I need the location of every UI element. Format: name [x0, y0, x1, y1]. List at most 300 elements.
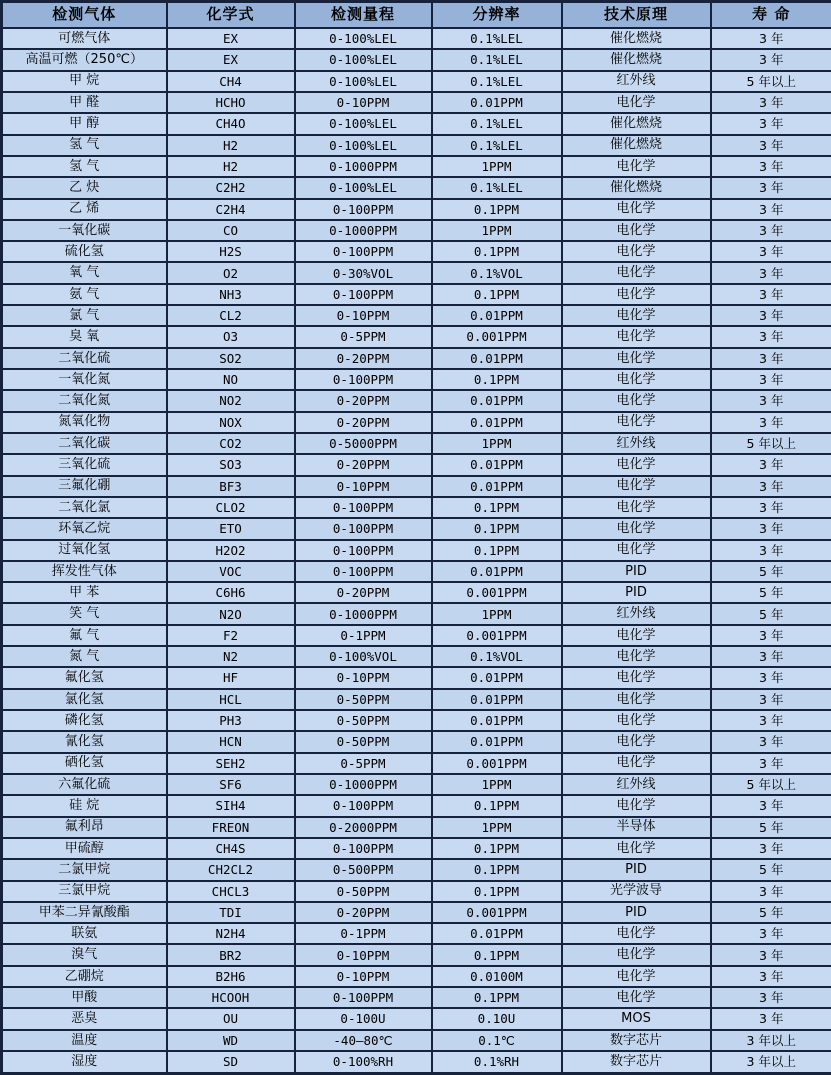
cell-resolution: 0.1PPM — [432, 987, 562, 1008]
cell-range: 0-100%LEL — [295, 71, 432, 92]
cell-gas: 氯 气 — [2, 305, 167, 326]
table-row — [2, 625, 831, 646]
table-row — [2, 966, 831, 987]
cell-range: 0-20PPM — [295, 454, 432, 475]
cell-resolution: 0.01PPM — [432, 667, 562, 688]
cell-lifespan: 3 年 — [711, 753, 831, 774]
cell-resolution: 0.01PPM — [432, 710, 562, 731]
cell-gas: 环氧乙烷 — [2, 518, 167, 539]
column-header-principle: 技术原理 — [562, 2, 711, 29]
cell-formula: SF6 — [167, 774, 295, 795]
cell-principle: 电化学 — [562, 987, 711, 1008]
cell-lifespan: 3 年 — [711, 28, 831, 49]
cell-lifespan: 3 年 — [711, 625, 831, 646]
cell-resolution: 0.1%LEL — [432, 71, 562, 92]
cell-range: 0-50PPM — [295, 710, 432, 731]
cell-principle: PID — [562, 561, 711, 582]
cell-lifespan: 3 年 — [711, 177, 831, 198]
cell-lifespan: 3 年 — [711, 944, 831, 965]
cell-principle: 电化学 — [562, 241, 711, 262]
cell-resolution: 1PPM — [432, 433, 562, 454]
cell-formula: CO — [167, 220, 295, 241]
cell-gas: 氟利昂 — [2, 817, 167, 838]
cell-formula: SO2 — [167, 348, 295, 369]
cell-formula: CH4O — [167, 113, 295, 134]
cell-gas: 可燃气体 — [2, 28, 167, 49]
cell-lifespan: 3 年 — [711, 92, 831, 113]
cell-lifespan: 5 年 — [711, 902, 831, 923]
table-row — [2, 1030, 831, 1051]
cell-principle: 电化学 — [562, 199, 711, 220]
cell-gas: 联氨 — [2, 923, 167, 944]
cell-resolution: 0.01PPM — [432, 923, 562, 944]
cell-range: 0-100%LEL — [295, 177, 432, 198]
cell-resolution: 0.001PPM — [432, 753, 562, 774]
table-row — [2, 71, 831, 92]
cell-lifespan: 3 年以上 — [711, 1051, 831, 1074]
cell-resolution: 0.1PPM — [432, 859, 562, 880]
cell-gas: 氢 气 — [2, 135, 167, 156]
cell-resolution: 0.10U — [432, 1008, 562, 1029]
cell-gas: 溴气 — [2, 944, 167, 965]
cell-range: 0-20PPM — [295, 412, 432, 433]
cell-lifespan: 3 年 — [711, 518, 831, 539]
table-row — [2, 92, 831, 113]
table-row — [2, 795, 831, 816]
cell-principle: 电化学 — [562, 454, 711, 475]
cell-principle: 数字芯片 — [562, 1030, 711, 1051]
cell-range: 0-500PPM — [295, 859, 432, 880]
cell-range: 0-100PPM — [295, 540, 432, 561]
cell-lifespan: 3 年 — [711, 795, 831, 816]
cell-lifespan: 5 年 — [711, 561, 831, 582]
cell-gas: 一氧化碳 — [2, 220, 167, 241]
cell-principle: PID — [562, 902, 711, 923]
cell-lifespan: 5 年 — [711, 603, 831, 624]
cell-lifespan: 3 年 — [711, 390, 831, 411]
cell-gas: 二氧化碳 — [2, 433, 167, 454]
column-header-resolution: 分辨率 — [432, 2, 562, 29]
cell-resolution: 1PPM — [432, 774, 562, 795]
cell-gas: 甲苯二异氰酸酯 — [2, 902, 167, 923]
cell-formula: H2O2 — [167, 540, 295, 561]
cell-resolution: 0.01PPM — [432, 476, 562, 497]
cell-lifespan: 5 年 — [711, 859, 831, 880]
cell-principle: 电化学 — [562, 348, 711, 369]
table-row — [2, 710, 831, 731]
cell-gas: 氟化氢 — [2, 667, 167, 688]
cell-gas: 二氧化氮 — [2, 390, 167, 411]
table-row — [2, 753, 831, 774]
table-row — [2, 326, 831, 347]
cell-formula: N2 — [167, 646, 295, 667]
cell-principle: 电化学 — [562, 923, 711, 944]
cell-range: 0-10PPM — [295, 305, 432, 326]
cell-resolution: 0.01PPM — [432, 731, 562, 752]
cell-principle: 催化燃烧 — [562, 177, 711, 198]
cell-gas: 过氧化氢 — [2, 540, 167, 561]
cell-formula: N2H4 — [167, 923, 295, 944]
cell-principle: 电化学 — [562, 625, 711, 646]
table-row — [2, 476, 831, 497]
cell-gas: 臭 氧 — [2, 326, 167, 347]
cell-lifespan: 3 年 — [711, 49, 831, 70]
cell-lifespan: 5 年 — [711, 582, 831, 603]
cell-formula: H2 — [167, 156, 295, 177]
table-row — [2, 113, 831, 134]
cell-principle: 催化燃烧 — [562, 135, 711, 156]
cell-principle: 电化学 — [562, 156, 711, 177]
table-row — [2, 1008, 831, 1029]
table-row — [2, 135, 831, 156]
table-row — [2, 838, 831, 859]
cell-gas: 二氧化硫 — [2, 348, 167, 369]
cell-formula: NO — [167, 369, 295, 390]
cell-principle: 电化学 — [562, 944, 711, 965]
cell-formula: CLO2 — [167, 497, 295, 518]
table-row — [2, 881, 831, 902]
cell-range: 0-10PPM — [295, 966, 432, 987]
cell-gas: 甲硫醇 — [2, 838, 167, 859]
cell-principle: 催化燃烧 — [562, 28, 711, 49]
table-row — [2, 28, 831, 49]
table-row — [2, 518, 831, 539]
cell-principle: 电化学 — [562, 284, 711, 305]
cell-range: 0-2000PPM — [295, 817, 432, 838]
cell-range: 0-5PPM — [295, 326, 432, 347]
cell-lifespan: 3 年 — [711, 412, 831, 433]
cell-resolution: 1PPM — [432, 220, 562, 241]
cell-principle: 催化燃烧 — [562, 49, 711, 70]
table-row — [2, 667, 831, 688]
cell-resolution: 0.01PPM — [432, 305, 562, 326]
cell-principle: 电化学 — [562, 220, 711, 241]
cell-range: 0-10PPM — [295, 92, 432, 113]
cell-principle: 电化学 — [562, 390, 711, 411]
cell-resolution: 0.1PPM — [432, 199, 562, 220]
cell-range: 0-100%LEL — [295, 135, 432, 156]
cell-resolution: 0.001PPM — [432, 326, 562, 347]
cell-lifespan: 3 年 — [711, 966, 831, 987]
cell-range: 0-1000PPM — [295, 603, 432, 624]
cell-gas: 二氯甲烷 — [2, 859, 167, 880]
cell-principle: 电化学 — [562, 540, 711, 561]
cell-formula: FREON — [167, 817, 295, 838]
cell-gas: 甲 烷 — [2, 71, 167, 92]
cell-principle: 电化学 — [562, 731, 711, 752]
cell-formula: C6H6 — [167, 582, 295, 603]
cell-principle: 电化学 — [562, 838, 711, 859]
cell-lifespan: 3 年 — [711, 305, 831, 326]
cell-principle: 电化学 — [562, 92, 711, 113]
cell-range: 0-100%LEL — [295, 113, 432, 134]
cell-range: 0-100PPM — [295, 987, 432, 1008]
table-row — [2, 923, 831, 944]
cell-gas: 氟 气 — [2, 625, 167, 646]
table-row — [2, 902, 831, 923]
table-row — [2, 731, 831, 752]
cell-resolution: 0.1PPM — [432, 284, 562, 305]
cell-range: 0-20PPM — [295, 348, 432, 369]
cell-resolution: 0.0100M — [432, 966, 562, 987]
cell-formula: SEH2 — [167, 753, 295, 774]
cell-resolution: 0.1PPM — [432, 518, 562, 539]
cell-lifespan: 3 年 — [711, 199, 831, 220]
cell-formula: O2 — [167, 262, 295, 283]
cell-resolution: 0.1PPM — [432, 795, 562, 816]
cell-range: 0-10PPM — [295, 667, 432, 688]
cell-range: 0-100PPM — [295, 284, 432, 305]
cell-resolution: 0.1PPM — [432, 241, 562, 262]
cell-formula: EX — [167, 28, 295, 49]
cell-resolution: 0.01PPM — [432, 92, 562, 113]
column-header-lifespan: 寿 命 — [711, 2, 831, 29]
cell-gas: 氰化氢 — [2, 731, 167, 752]
cell-lifespan: 3 年 — [711, 646, 831, 667]
cell-gas: 二氧化氯 — [2, 497, 167, 518]
cell-range: 0-1PPM — [295, 923, 432, 944]
cell-formula: WD — [167, 1030, 295, 1051]
cell-lifespan: 3 年 — [711, 731, 831, 752]
table-row — [2, 859, 831, 880]
cell-gas: 氢 气 — [2, 156, 167, 177]
table-row — [2, 454, 831, 475]
cell-resolution: 1PPM — [432, 817, 562, 838]
cell-range: 0-100PPM — [295, 369, 432, 390]
cell-range: 0-100%RH — [295, 1051, 432, 1074]
cell-lifespan: 3 年 — [711, 881, 831, 902]
cell-range: 0-100%VOL — [295, 646, 432, 667]
cell-range: 0-5000PPM — [295, 433, 432, 454]
cell-principle: 电化学 — [562, 476, 711, 497]
cell-range: 0-100PPM — [295, 518, 432, 539]
cell-range: 0-10PPM — [295, 944, 432, 965]
cell-lifespan: 5 年 — [711, 817, 831, 838]
cell-range: 0-50PPM — [295, 731, 432, 752]
cell-formula: CH2CL2 — [167, 859, 295, 880]
cell-formula: PH3 — [167, 710, 295, 731]
cell-gas: 一氧化氮 — [2, 369, 167, 390]
cell-principle: PID — [562, 859, 711, 880]
cell-resolution: 0.1PPM — [432, 838, 562, 859]
cell-principle: 数字芯片 — [562, 1051, 711, 1074]
cell-lifespan: 3 年 — [711, 497, 831, 518]
table-row — [2, 412, 831, 433]
cell-lifespan: 3 年 — [711, 348, 831, 369]
table-header — [2, 2, 831, 29]
cell-lifespan: 3 年 — [711, 667, 831, 688]
cell-principle: 红外线 — [562, 603, 711, 624]
cell-lifespan: 3 年 — [711, 689, 831, 710]
cell-range: 0-20PPM — [295, 902, 432, 923]
cell-range: 0-30%VOL — [295, 262, 432, 283]
cell-principle: PID — [562, 582, 711, 603]
cell-formula: F2 — [167, 625, 295, 646]
cell-gas: 甲 醛 — [2, 92, 167, 113]
cell-range: 0-1000PPM — [295, 156, 432, 177]
cell-gas: 三氧化硫 — [2, 454, 167, 475]
table-row — [2, 561, 831, 582]
table-row — [2, 646, 831, 667]
cell-range: 0-100%LEL — [295, 49, 432, 70]
cell-range: 0-10PPM — [295, 476, 432, 497]
cell-formula: HCN — [167, 731, 295, 752]
cell-gas: 乙 炔 — [2, 177, 167, 198]
cell-resolution: 0.001PPM — [432, 582, 562, 603]
cell-range: 0-100%LEL — [295, 28, 432, 49]
cell-formula: CHCL3 — [167, 881, 295, 902]
cell-range: 0-20PPM — [295, 582, 432, 603]
cell-principle: 电化学 — [562, 497, 711, 518]
header-row — [2, 2, 831, 29]
cell-gas: 笑 气 — [2, 603, 167, 624]
cell-gas: 挥发性气体 — [2, 561, 167, 582]
cell-lifespan: 3 年 — [711, 326, 831, 347]
cell-formula: B2H6 — [167, 966, 295, 987]
cell-range: 0-100PPM — [295, 497, 432, 518]
table-row — [2, 262, 831, 283]
cell-resolution: 0.1%LEL — [432, 113, 562, 134]
cell-principle: 电化学 — [562, 518, 711, 539]
cell-gas: 温度 — [2, 1030, 167, 1051]
cell-range: 0-100PPM — [295, 561, 432, 582]
cell-formula: TDI — [167, 902, 295, 923]
cell-gas: 氮氧化物 — [2, 412, 167, 433]
cell-resolution: 0.1PPM — [432, 497, 562, 518]
cell-lifespan: 3 年 — [711, 241, 831, 262]
cell-formula: HF — [167, 667, 295, 688]
table-row — [2, 369, 831, 390]
table-row — [2, 817, 831, 838]
cell-formula: NH3 — [167, 284, 295, 305]
cell-resolution: 0.1%LEL — [432, 28, 562, 49]
cell-principle: 电化学 — [562, 667, 711, 688]
cell-formula: HCOOH — [167, 987, 295, 1008]
cell-gas: 乙 烯 — [2, 199, 167, 220]
cell-lifespan: 3 年 — [711, 262, 831, 283]
cell-principle: 催化燃烧 — [562, 113, 711, 134]
column-header-formula: 化学式 — [167, 2, 295, 29]
cell-lifespan: 5 年以上 — [711, 774, 831, 795]
cell-principle: 红外线 — [562, 774, 711, 795]
cell-gas: 六氟化硫 — [2, 774, 167, 795]
cell-resolution: 0.1%LEL — [432, 135, 562, 156]
cell-formula: OU — [167, 1008, 295, 1029]
table-row — [2, 603, 831, 624]
cell-resolution: 0.01PPM — [432, 390, 562, 411]
cell-resolution: 0.001PPM — [432, 625, 562, 646]
cell-formula: HCHO — [167, 92, 295, 113]
cell-resolution: 0.1PPM — [432, 944, 562, 965]
cell-principle: 光学波导 — [562, 881, 711, 902]
cell-lifespan: 3 年 — [711, 476, 831, 497]
cell-range: 0-20PPM — [295, 390, 432, 411]
cell-lifespan: 3 年以上 — [711, 1030, 831, 1051]
table-row — [2, 689, 831, 710]
cell-formula: CL2 — [167, 305, 295, 326]
cell-lifespan: 5 年以上 — [711, 433, 831, 454]
cell-principle: 电化学 — [562, 262, 711, 283]
cell-formula: CO2 — [167, 433, 295, 454]
cell-formula: H2S — [167, 241, 295, 262]
table-row — [2, 1051, 831, 1074]
table-row — [2, 540, 831, 561]
cell-principle: MOS — [562, 1008, 711, 1029]
table-row — [2, 774, 831, 795]
cell-range: 0-50PPM — [295, 881, 432, 902]
cell-lifespan: 3 年 — [711, 135, 831, 156]
cell-gas: 高温可燃（250℃） — [2, 49, 167, 70]
cell-resolution: 0.001PPM — [432, 902, 562, 923]
table-row — [2, 49, 831, 70]
cell-resolution: 0.1PPM — [432, 369, 562, 390]
cell-formula: CH4 — [167, 71, 295, 92]
cell-principle: 电化学 — [562, 753, 711, 774]
cell-resolution: 0.1PPM — [432, 540, 562, 561]
cell-formula: NO2 — [167, 390, 295, 411]
cell-principle: 红外线 — [562, 433, 711, 454]
cell-formula: HCL — [167, 689, 295, 710]
cell-resolution: 0.01PPM — [432, 689, 562, 710]
cell-formula: BR2 — [167, 944, 295, 965]
table-row — [2, 220, 831, 241]
cell-range: 0-50PPM — [295, 689, 432, 710]
cell-principle: 电化学 — [562, 710, 711, 731]
cell-gas: 硫化氢 — [2, 241, 167, 262]
cell-gas: 甲酸 — [2, 987, 167, 1008]
table-row — [2, 582, 831, 603]
cell-lifespan: 5 年以上 — [711, 71, 831, 92]
cell-formula: BF3 — [167, 476, 295, 497]
cell-range: -40—80℃ — [295, 1030, 432, 1051]
table-row — [2, 433, 831, 454]
cell-gas: 硒化氢 — [2, 753, 167, 774]
cell-principle: 电化学 — [562, 305, 711, 326]
cell-lifespan: 3 年 — [711, 923, 831, 944]
table-row — [2, 199, 831, 220]
cell-principle: 电化学 — [562, 689, 711, 710]
cell-lifespan: 3 年 — [711, 540, 831, 561]
cell-principle: 电化学 — [562, 966, 711, 987]
table-row — [2, 284, 831, 305]
cell-formula: SIH4 — [167, 795, 295, 816]
cell-resolution: 0.1PPM — [432, 881, 562, 902]
cell-lifespan: 3 年 — [711, 220, 831, 241]
cell-gas: 硅 烷 — [2, 795, 167, 816]
cell-range: 0-1000PPM — [295, 220, 432, 241]
cell-formula: H2 — [167, 135, 295, 156]
cell-resolution: 0.1%LEL — [432, 49, 562, 70]
cell-resolution: 0.01PPM — [432, 454, 562, 475]
cell-principle: 电化学 — [562, 646, 711, 667]
cell-gas: 甲 醇 — [2, 113, 167, 134]
cell-gas: 乙硼烷 — [2, 966, 167, 987]
cell-lifespan: 3 年 — [711, 369, 831, 390]
cell-principle: 电化学 — [562, 326, 711, 347]
cell-gas: 磷化氢 — [2, 710, 167, 731]
cell-principle: 电化学 — [562, 369, 711, 390]
table-row — [2, 987, 831, 1008]
cell-gas: 甲 苯 — [2, 582, 167, 603]
cell-formula: SO3 — [167, 454, 295, 475]
table-row — [2, 390, 831, 411]
cell-range: 0-5PPM — [295, 753, 432, 774]
cell-gas: 三氯甲烷 — [2, 881, 167, 902]
cell-gas: 恶臭 — [2, 1008, 167, 1029]
cell-principle: 半导体 — [562, 817, 711, 838]
cell-range: 0-100PPM — [295, 795, 432, 816]
cell-formula: C2H4 — [167, 199, 295, 220]
